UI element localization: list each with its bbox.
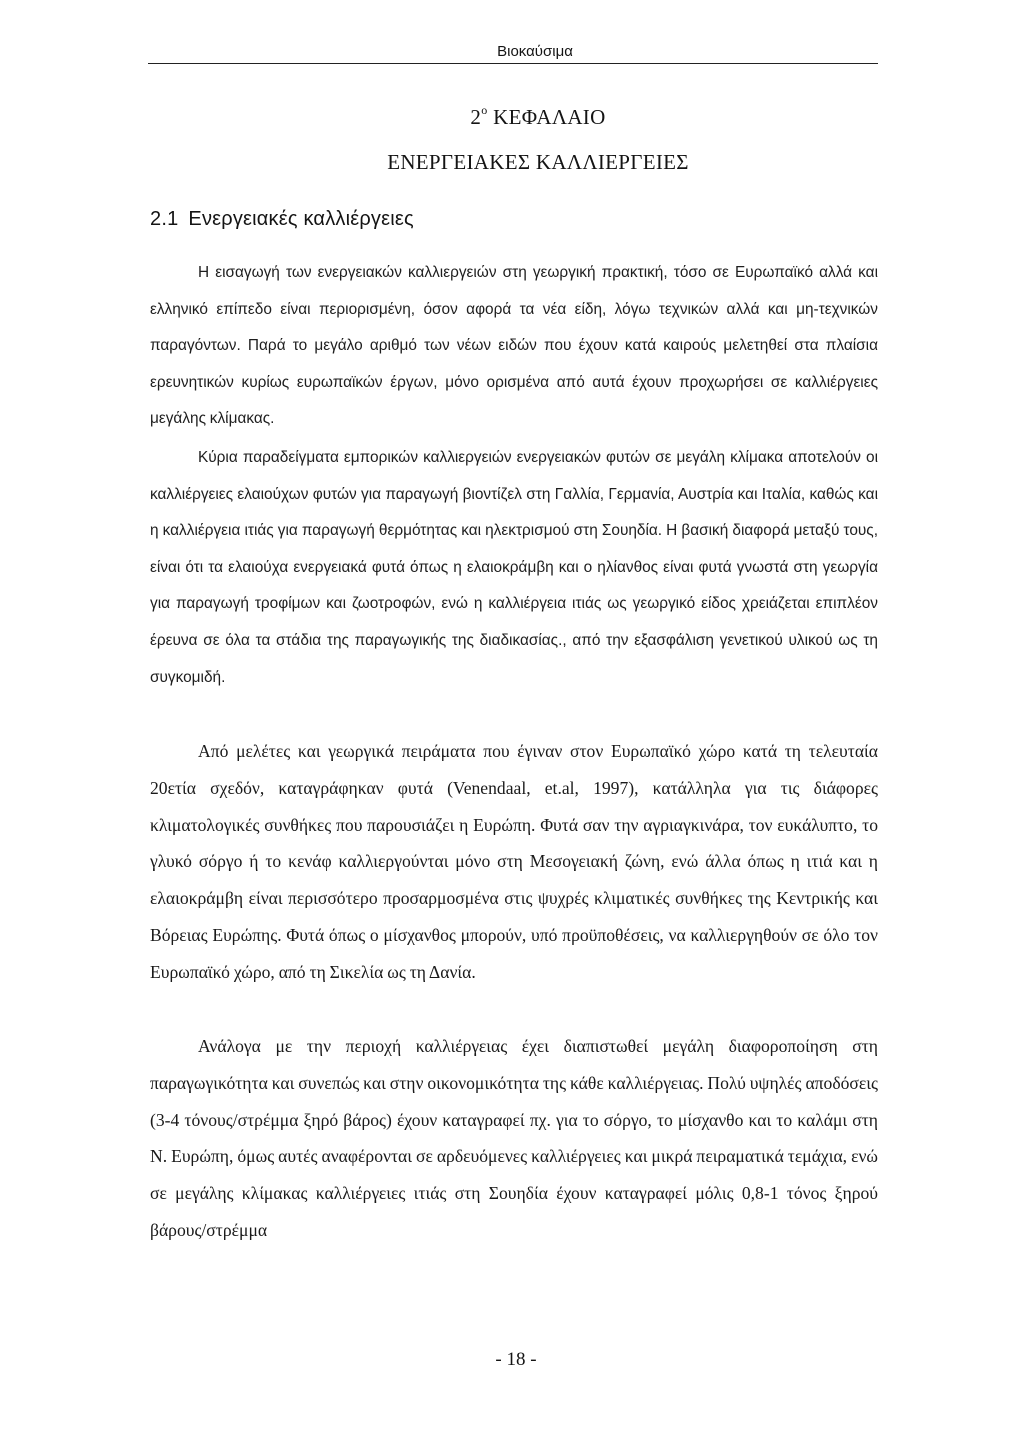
- chapter-label: [0, 105, 1024, 130]
- section-heading: [150, 208, 414, 231]
- running-header: [0, 44, 1024, 60]
- chapter-number-ordinal: ο: [481, 103, 488, 117]
- chapter-title: ΕΝΕΡΓΕΙΑΚΕΣ ΚΑΛΛΙΕΡΓΕΙΕΣ: [387, 150, 689, 174]
- section-title: Ενεργειακές καλλιέργειες: [188, 208, 414, 230]
- paragraph-2: Κύρια παραδείγματα εμπορικών καλλιεργειών ενεργειακών φυτών σε μεγάλη κλίμακα αποτελούν οι καλλιέργειες ελαιούχων φυτών για παραγωγή βιοντίζελ στη Γαλλία, Γερμανία, Αυστρία και Ιταλία, καθώς και η καλλιέργεια ιτιάς για παραγωγή θερμότητας και ηλεκτρισμού στη Σουηδία. Η βασική διαφορά μεταξύ τους, είναι ότι τα ελαιούχα ενεργειακά φυτά όπως η ελαιοκράμβη και ο ηλίανθος είναι φυτά γνωστά στη γεωργία για παραγωγή τροφίμων και ζωοτροφών, ενώ η καλλιέργεια ιτιάς ως γεωργικό είδος χρειάζεται επιπλέον έρευνα σε όλα τα στάδια της παραγωγικής της διαδικασίας., από την εξασφάλιση γενετικού υλικού ως τη συγκομιδή.: [150, 449, 878, 686]
- paragraph-1: Η εισαγωγή των ενεργειακών καλλιεργειών στη γεωργική πρακτική, τόσο σε Ευρωπαϊκό αλλά και ελληνικό επίπεδο είναι περιορισμένη, όσον αφορά τα νέα είδη, λόγω τεχνικών αλλά και μη-τεχνικών παραγόντων. Παρά το μεγάλο αριθμό των νέων ειδών που έχουν κατά καιρούς μελετηθεί στα πλαίσια ερευνητικών κυρίως ευρωπαϊκών έργων, μόνο ορισμένα από αυτά έχουν προχωρήσει σε καλλιέργειες μεγάλης κλίμακας.: [150, 264, 878, 428]
- chapter-word: ΚΕΦΑΛΑΙΟ: [493, 105, 606, 129]
- chapter-number: 2: [470, 105, 482, 129]
- header-divider: [148, 63, 878, 64]
- page-number: - 18 -: [495, 1349, 537, 1370]
- running-header-title: Βιοκαύσιμα: [497, 43, 573, 60]
- paragraph-3: Από μελέτες και γεωργικά πειράματα που έγιναν στον Ευρωπαϊκό χώρο κατά τη τελευταία 20ετία σχεδόν, καταγράφηκαν φυτά (Venendaal, et.al, 1997), κατάλληλα για τις διάφορες κλιματολογικές συνθήκες που παρουσιάζει η Ευρώπη. Φυτά σαν την αγριαγκινάρα, τον ευκάλυπτο, το γλυκό σόργο ή το κενάφ καλλιεργούνται μόνο στη Μεσογειακή ζώνη, ενώ άλλα όπως η ιτιά και η ελαιοκράμβη είναι περισσότερο προσαρμοσμένα στις ψυχρές κλιματικές συνθήκες της Κεντρικής και Βόρειας Ευρώπης. Φυτά όπως ο μίσχανθος μπορούν, υπό προϋποθέσεις, να καλλιεργηθούν σε όλο τον Ευρωπαϊκό χώρο, από τη Σικελία ως τη Δανία.: [150, 741, 878, 982]
- paragraph-4: Ανάλογα με την περιοχή καλλιέργειας έχει διαπιστωθεί μεγάλη διαφοροποίηση στη παραγωγικότητα και συνεπώς και στην οικονομικότητα της κάθε καλλιέργειας. Πολύ υψηλές αποδόσεις (3-4 τόνους/στρέμμα ξηρό βάρος) έχουν καταγραφεί πχ. για το σόργο, το μίσχανθο και το καλάμι στη Ν. Ευρώπη, όμως αυτές αναφέρονται σε αρδευόμενες καλλιέργειες και μικρά πειραματικά τεμάχια, ενώ σε μεγάλης κλίμακας καλλιέργειες ιτιάς στη Σουηδία έχουν καταγραφεί μόλις 0,8-1 τόνος ξηρού βάρους/στρέμμα: [150, 1036, 878, 1240]
- section-number: 2.1: [150, 208, 179, 230]
